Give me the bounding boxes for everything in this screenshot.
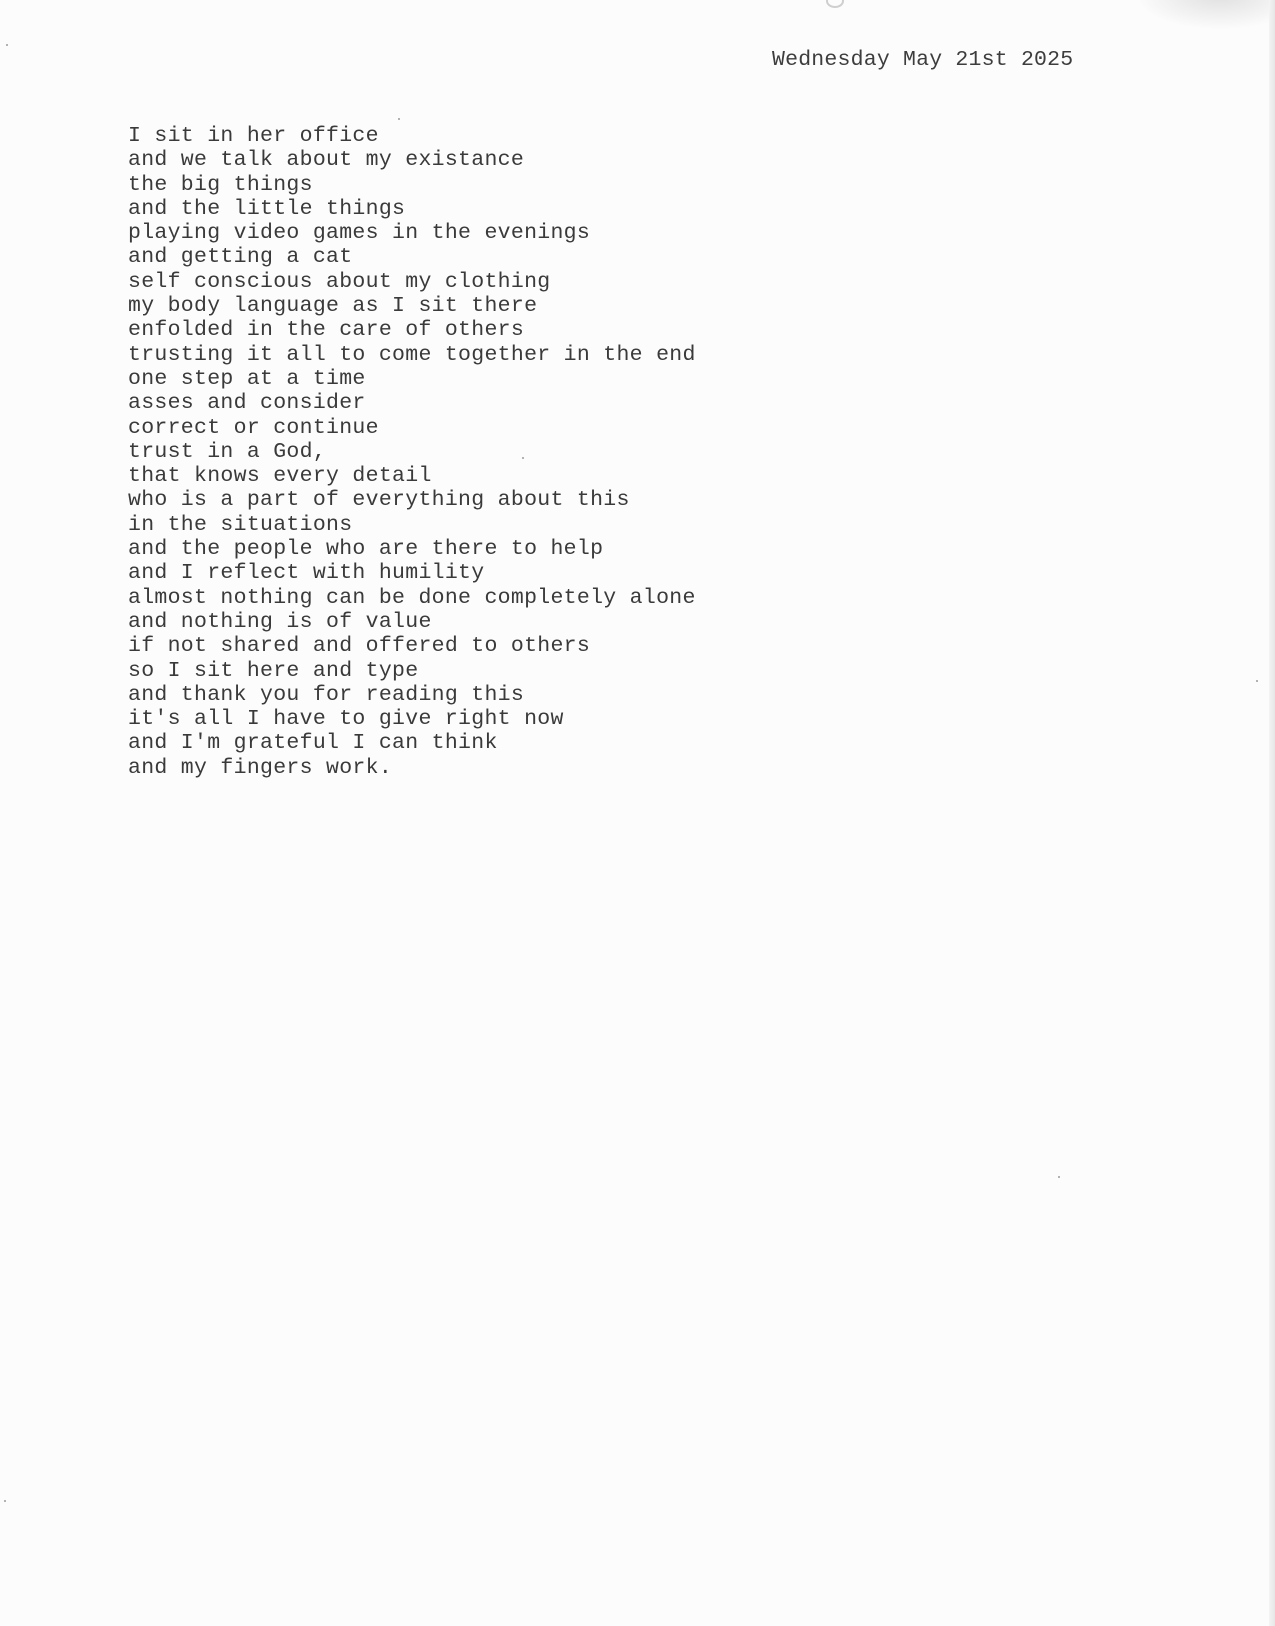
poem-line: in the situations (128, 512, 353, 537)
poem-line: and I reflect with humility (128, 561, 485, 586)
paper-speck (1256, 680, 1258, 682)
poem-line: and getting a cat (128, 245, 353, 270)
poem-line: correct or continue (128, 415, 379, 440)
poem-line: almost nothing can be done completely alone (128, 585, 696, 610)
paper-speck (6, 44, 8, 46)
poem-line: trusting it all to come together in the end (128, 342, 696, 367)
paper-speck (398, 118, 400, 120)
poem-line: self conscious about my clothing (128, 269, 551, 294)
poem-line: I sit in her office (128, 124, 379, 148)
poem-line: playing video games in the evenings (128, 221, 591, 246)
poem-line: asses and consider (128, 391, 366, 416)
poem-line: so I sit here and type (128, 658, 419, 683)
document-date: Wednesday May 21st 2025 (772, 48, 1074, 72)
poem-body (128, 124, 696, 780)
paper-mark (826, 0, 844, 8)
poem-line: my body language as I sit there (128, 294, 538, 319)
poem-line: and we talk about my existance (128, 148, 525, 173)
paper-speck (4, 1500, 6, 1502)
poem-line: it's all I have to give right now (128, 707, 564, 732)
poem-line: and nothing is of value (128, 609, 432, 634)
page-corner-shadow (1135, 0, 1275, 30)
poem-line: the big things (128, 172, 313, 197)
paper-speck (1058, 1176, 1060, 1178)
poem-line: and the people who are there to help (128, 537, 604, 562)
poem-line: and thank you for reading this (128, 682, 525, 707)
poem-line: if not shared and offered to others (128, 634, 591, 659)
poem-line: and I'm grateful I can think (128, 731, 498, 756)
page-edge (1269, 0, 1275, 1626)
poem-line: and the little things (128, 196, 406, 221)
poem-line: trust in a God, (128, 439, 327, 464)
poem-line: that knows every detail (128, 464, 432, 489)
poem-line: enfolded in the care of others (128, 318, 525, 343)
poem-line: who is a part of everything about this (128, 488, 630, 513)
poem-line: one step at a time (128, 366, 366, 391)
poem-line: and my fingers work. (128, 755, 393, 780)
